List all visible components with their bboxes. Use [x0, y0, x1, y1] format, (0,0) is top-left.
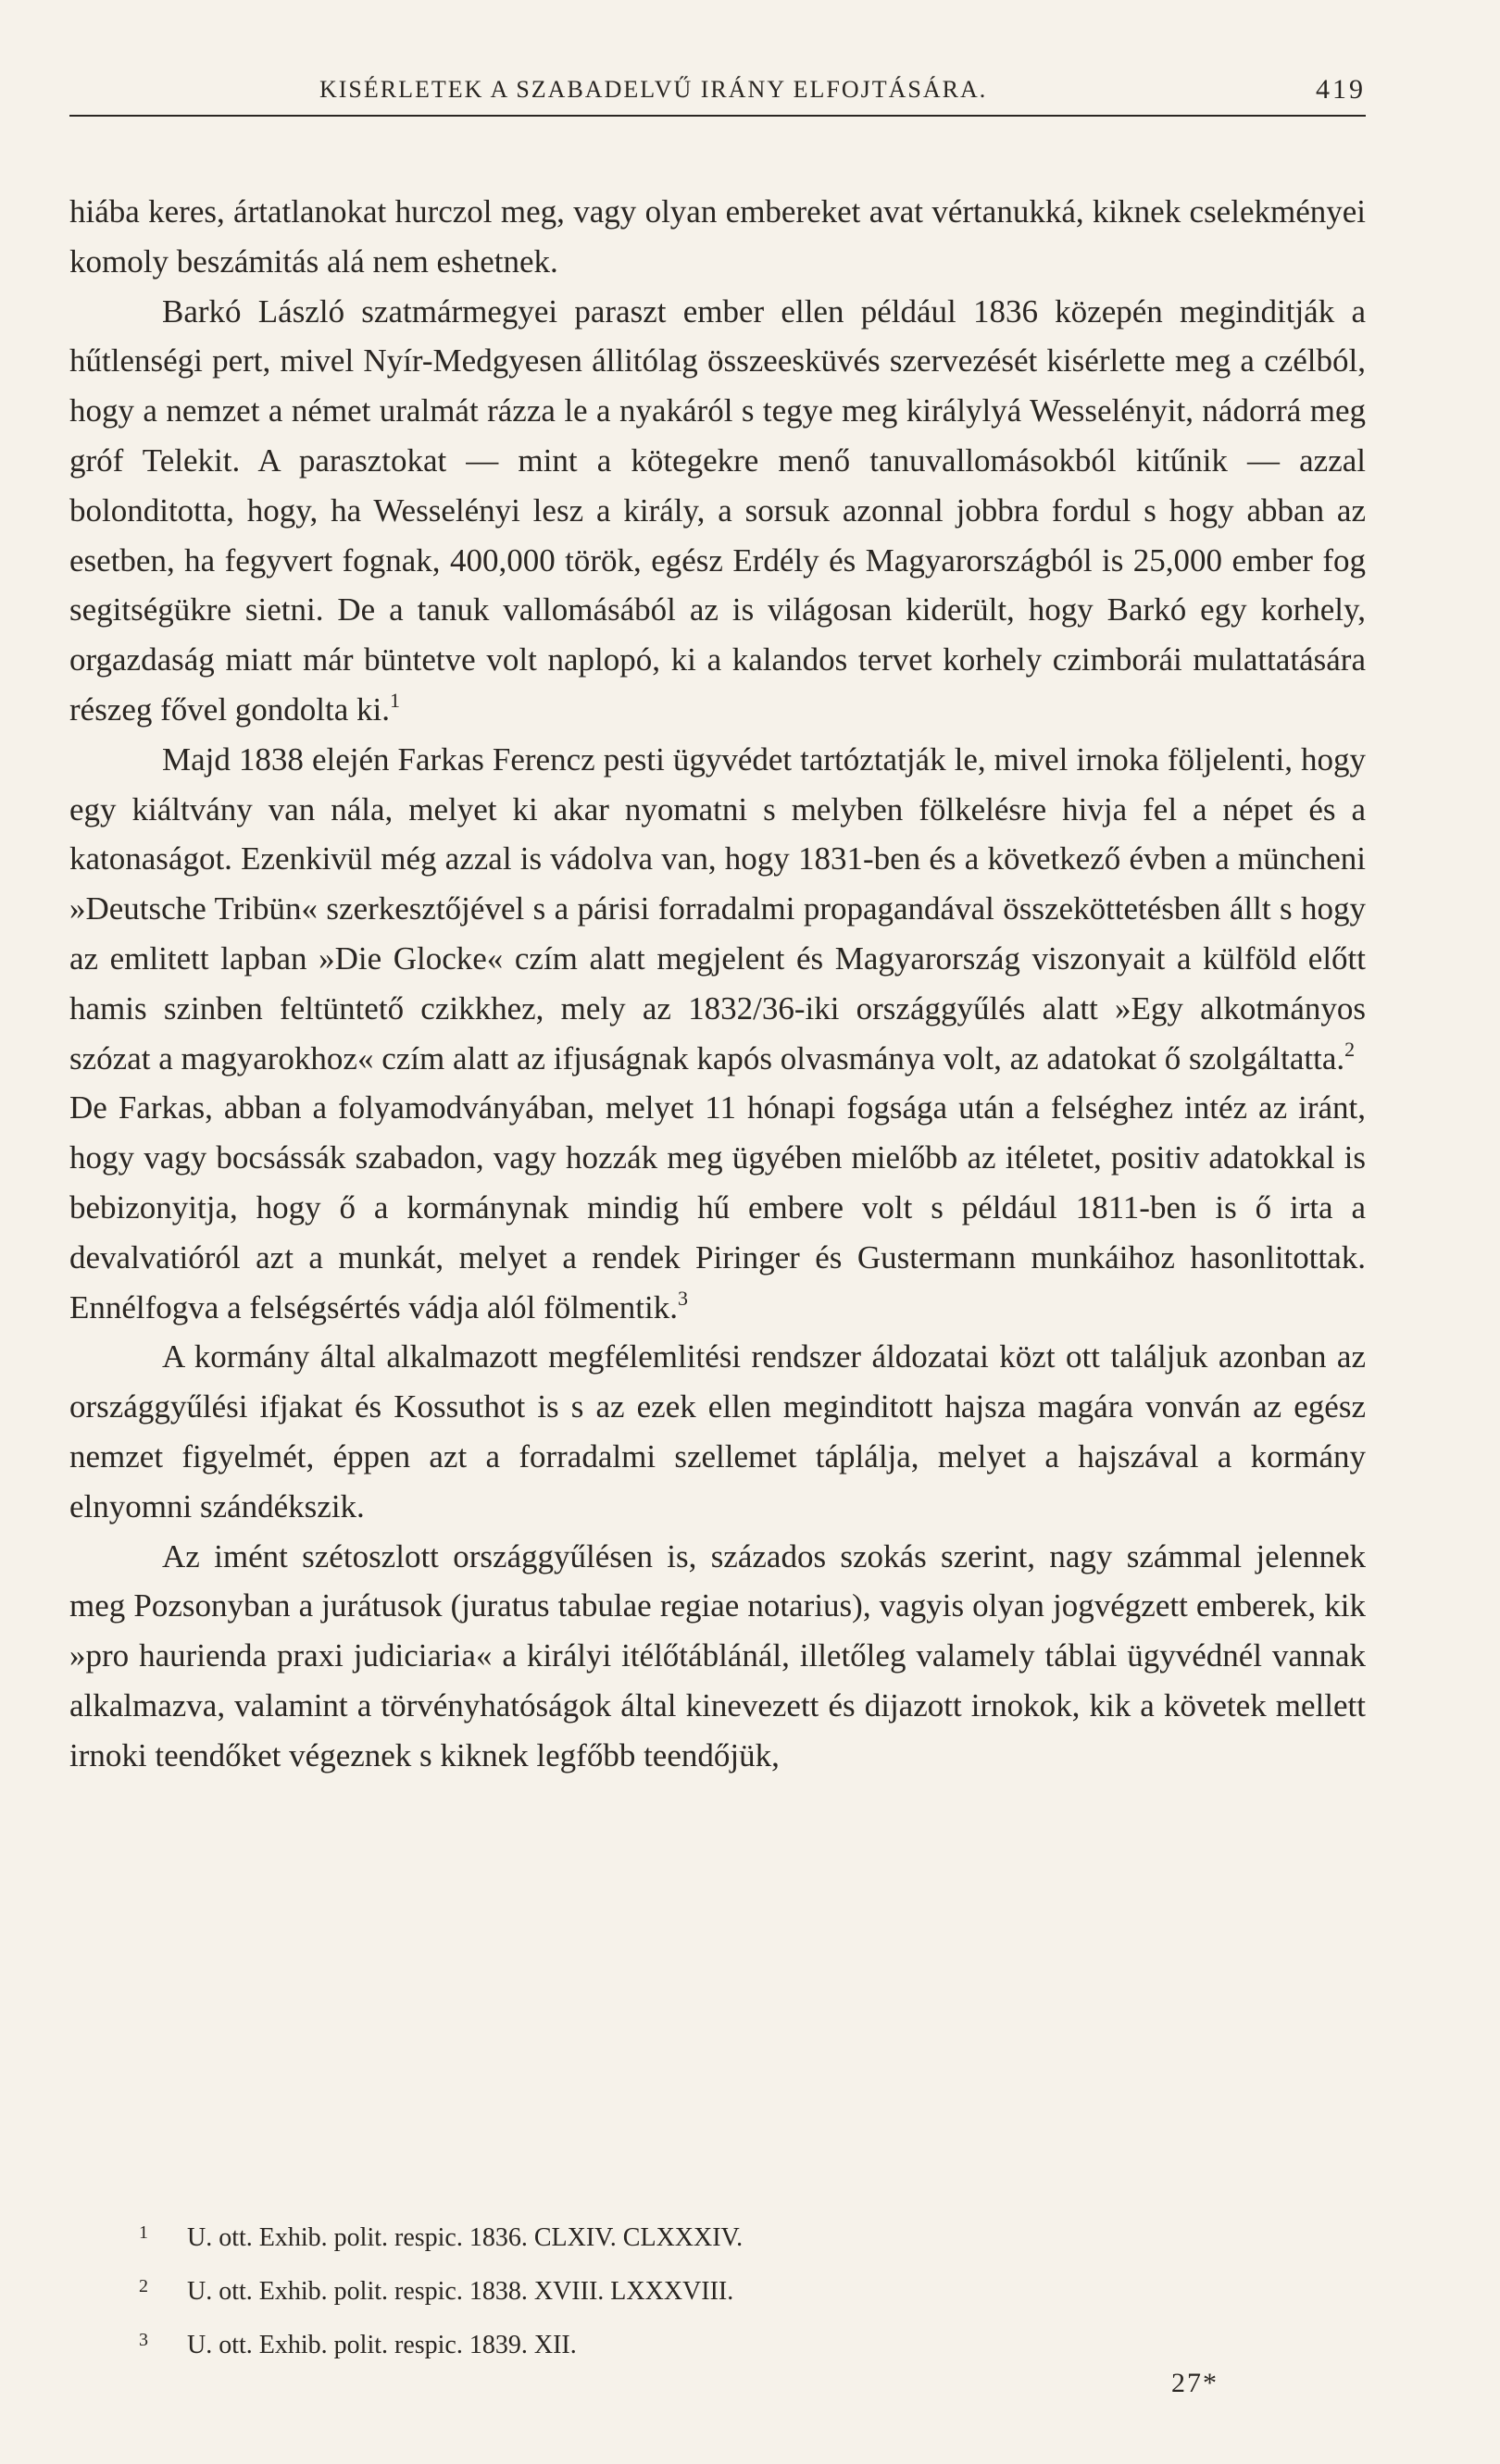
footnote-text: U. ott. Exhib. polit. respic. 1838. XVIII. LXXXVIII.	[187, 2277, 734, 2306]
footnote	[139, 2262, 1065, 2316]
body-text	[69, 187, 1366, 1781]
paragraph: Majd 1838 elején Farkas Ferencz pesti ügyvédet tartóztatják le, mivel irnoka följelenti, hogy egy kiáltvány van nála, melyet ki akar nyomatni s melyben fölkelésre hivja fel a népet és a katonaságot. Ezenkivül még azzal is vádolva van, hogy 1831-ben és a következő évben a müncheni »Deutsche Tribün« szerkesztőjével s a párisi forradalmi propagandával összeköttetésben állt s hogy az emlitett lapban »Die Glocke« czím alatt megjelent és Magyarország viszonyait a külföld előtt hamis szinben feltüntető czikkhez, mely az 1832/36-iki országgyűlés alatt »Egy alkotmányos szózat a magyarokhoz« czím alatt az ifjuságnak kapós olvasmánya volt, az adatokat ő szolgáltatta.$^2$	[69, 740, 1366, 1076]
footnote-mark: 2	[139, 2276, 148, 2296]
printer-signature: 27*	[1171, 2368, 1219, 2398]
footnote-mark: 3	[139, 2330, 148, 2350]
footnote-ref: 1	[390, 688, 401, 712]
footnote-mark: 1	[139, 2222, 148, 2243]
footnotes	[139, 2209, 1065, 2370]
paragraph: De Farkas, abban a folyamodványában, melyet 11 hónapi fogsága után a felséghez intéz az iránt, hogy vagy bocsássák szabadon, vagy hozzák meg ügyében mielőbb az itéletet, positiv adatokkal is bebizonyitja, hogy ő a kormánynak mindig hű embere volt s például 1811-ben is ő irta a devalvatióról azt a munkát, melyet a rendek Piringer és Gustermann munkáihoz hasonlitottak. Ennélfogva a felségsértés vádja alól fölmentik.$^3$	[69, 1089, 1366, 1325]
footnote-ref: 2	[1344, 1037, 1356, 1061]
footnote-ref: 3	[678, 1286, 688, 1310]
running-title: KISÉRLETEK A SZABADELVŰ IRÁNY ELFOJTÁSÁRA.	[319, 76, 988, 103]
paragraph: hiába keres, ártatlanokat hurczol meg, vagy olyan embereket avat vértanukká, kiknek cselekményei komoly beszámitás alá nem eshetnek.	[69, 193, 1366, 280]
paragraph: A kormány által alkalmazott megfélemlitési rendszer áldozatai közt ott találjuk azonban az országgyűlési ifjakat és Kossuthot is s az ezek ellen meginditott hajsza magára vonván az egész nemzet figyelmét, éppen azt a forradalmi szellemet táplálja, melyet a hajszával a kormány elnyomni szándékszik.	[69, 1338, 1366, 1524]
footnote-text: U. ott. Exhib. polit. respic. 1836. CLXIV. CLXXXIV.	[187, 2223, 744, 2252]
footnote-text: U. ott. Exhib. polit. respic. 1839. XII.	[187, 2331, 577, 2359]
footnote	[139, 2316, 1065, 2370]
page-number: 419	[1316, 74, 1366, 105]
footnote	[139, 2209, 1065, 2262]
page-header	[69, 74, 1366, 117]
paragraph: Barkó László szatmármegyei paraszt ember ellen például 1836 közepén meginditják a hűtlenségi pert, mivel Nyír-Medgyesen állitólag összeesküvés szervezését kisérlette meg a czélból, hogy a nemzet a német uralmát rázza le a nyakáról s tegye meg királylyá Wesselényit, nádorrá meg gróf Telekit. A parasztokat — mint a kötegekre menő tanuvallomásokból kitűnik — azzal bolonditotta, hogy, ha Wesselényi lesz a király, a sorsuk azonnal jobbra fordul s hogy abban az esetben, ha fegyvert fognak, 400,000 török, egész Erdély és Magyarországból is 25,000 ember fog segitségükre sietni. De a tanuk vallomásából az is világosan kiderült, hogy Barkó egy korhely, orgazdaság miatt már büntetve volt naplopó, ki a kalandos tervet korhely czimborái mulattatására részeg fővel gondolta ki.$^1$	[69, 292, 1366, 728]
paragraph: Az imént szétoszlott országgyűlésen is, százados szokás szerint, nagy számmal jelennek meg Pozsonyban a jurátusok (juratus tabulae regiae notarius), vagyis olyan jogvégzett emberek, kik »pro haurienda praxi judiciaria« a királyi itélőtáblánál, illetőleg valamely táblai ügyvédnél vannak alkalmazva, valamint a törvényhatóságok által kinevezett és dijazott irnokok, kik a követek mellett irnoki teendőket végeznek s kiknek legfőbb teendőjük,	[69, 1537, 1366, 1773]
